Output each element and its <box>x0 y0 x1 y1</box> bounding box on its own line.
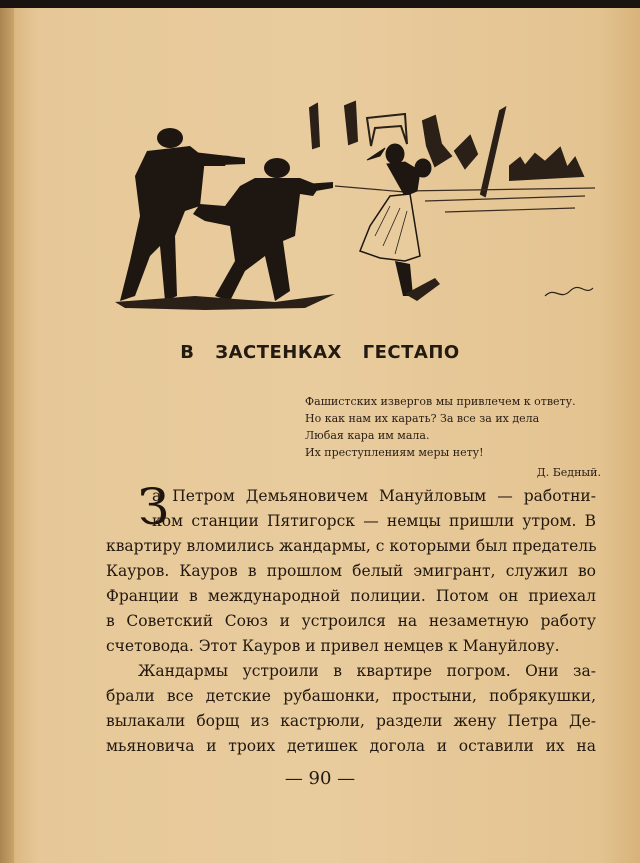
text-line: брали все детские рубашонки, простыни, побрякушки, <box>106 687 596 705</box>
text-line: Франции в международной полиции. Потом он приехал <box>106 587 596 605</box>
page-spine-shadow <box>0 8 14 863</box>
text-line: Кауров. Кауров в прошлом белый эмигрант, служил во <box>106 562 596 580</box>
book-page <box>0 8 640 863</box>
epigraph-line: Их преступлениям меры нету! <box>305 446 484 459</box>
text-line: мьяновича и троих детишек догола и оставили их на <box>106 737 596 755</box>
text-line: квартиру вломились жандармы, с которыми был предатель <box>106 537 597 555</box>
drop-cap: З <box>138 478 170 536</box>
epigraph-author: Д. Бедный. <box>536 466 601 479</box>
text-line: счетовода. Этот Кауров и привел немцев к Мануйлову. <box>106 637 560 655</box>
text-line: а Петром Демьяновичем Мануйловым — работни- <box>152 487 596 505</box>
text-line: Жандармы устроили в квартире погром. Они за- <box>138 662 596 680</box>
page-number: — 90 — <box>284 768 356 789</box>
body-text <box>106 478 597 759</box>
text-line: в Советский Союз и устроился на незаметную работу <box>106 612 596 630</box>
epigraph-line: Но как нам их карать? За все за их дела <box>305 412 540 425</box>
illustration-soldiers-and-woman <box>105 96 600 321</box>
text-line: вылакали борщ из кастрюли, раздели жену Петра Де- <box>106 712 596 730</box>
text-line: ком станции Пятигорск — немцы пришли утром. В <box>152 512 596 530</box>
epigraph-line: Любая кара им мала. <box>305 429 430 442</box>
epigraph-line: Фашистских извергов мы привлечем к ответу. <box>305 395 576 408</box>
chapter-title: В ЗАСТЕНКАХ ГЕСТАПО <box>180 342 460 363</box>
epigraph <box>305 393 601 481</box>
